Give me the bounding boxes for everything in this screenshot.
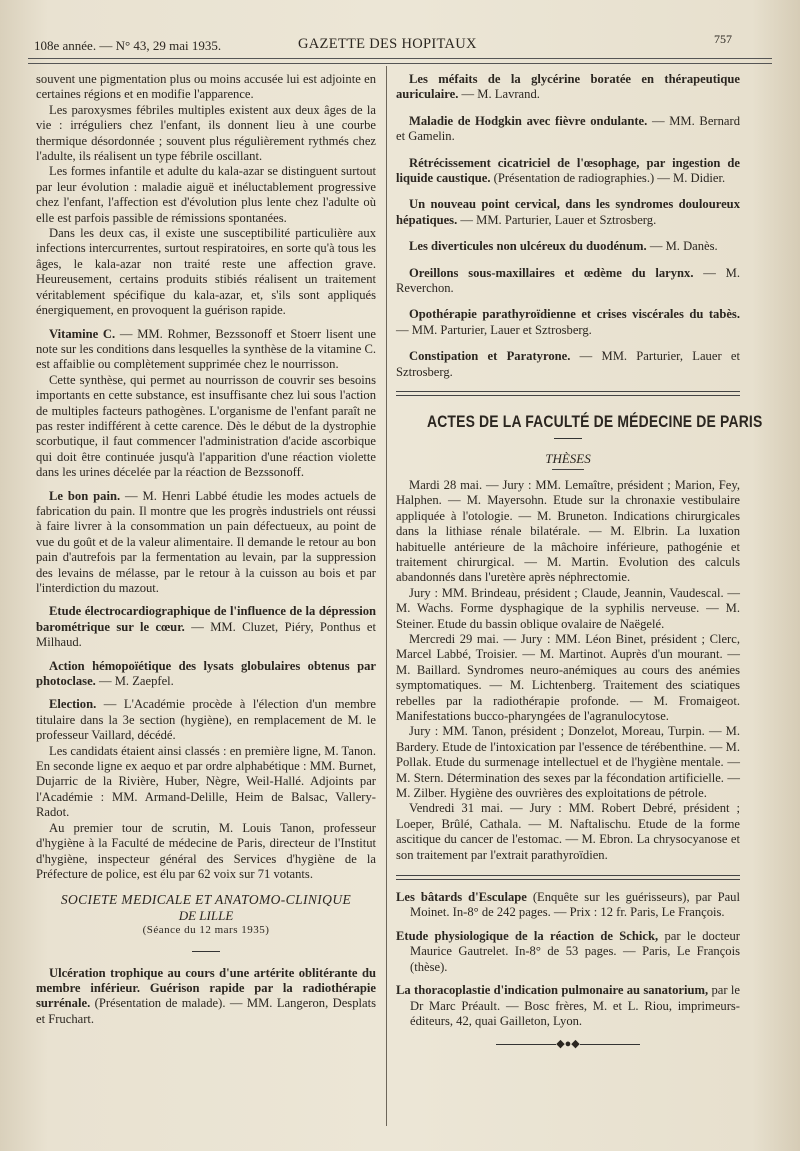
list-item <box>396 307 740 338</box>
entry-title: Un nouveau point cervical, dans les syndromes douloureux hépatiques. <box>396 197 740 227</box>
entry-title: Rétrécissement cicatriciel de l'œsophage, par ingestion de liquide caustique. <box>396 155 740 186</box>
divider <box>192 951 220 952</box>
list-item <box>396 197 740 228</box>
section-authors: M. Henri Labbé <box>142 488 227 503</box>
section-title: Le bon pain. <box>49 488 121 503</box>
list-item <box>396 239 740 254</box>
section-text: étudie les modes actuels de fabrication du pain. Il montre que les progrès industriels ont réussi à faire livrer à la consommation un pain défectueux, au point de vue du goût et de la valeur alimentaire. Il demande le retour au bon pain d'autrefois par la fermentation au levain, par la suppression des levains de mélasse, par le retour à la cuisson au bois et par l'interdiction du mazout. <box>36 488 377 595</box>
theses-mercredi: Mercredi 29 mai. — Jury : MM. Léon Binet, président ; Clerc, Marcel Labbé, Troisier. — M. Martinot. Auprès d'un mourant. — M. Baillard. Syndromes neuro-anémiques au cours des anémies symptomatiques. — M. Lichtenberg. Traitement des sciatiques rebelles par la radiothérapie profonde. — M. Fromaigeot. Manifestations bucco-pharyngées de l'agranulocytose. <box>396 631 740 723</box>
election-section: Election. — L'Académie procède à l'élection d'un membre titulaire dans la 3e section (hygiène), en remplacement de M. le professeur Vaillard, décédé. <box>36 697 376 743</box>
action-section: Action hémopoïétique des lysats globulaires obtenus par photoclase. — M. Zaepfel. <box>36 658 376 689</box>
theses-mardi-jury2: Jury : MM. Brindeau, président ; Claude, Jeannin, Vaudescal. — M. Wachs. Forme dysphagique de la syphilis nerveuse. — M. Steiner. Etude du bassin oblique ovalaire de Naëgelé. <box>396 585 740 631</box>
section-title: Vitamine C. <box>49 326 116 341</box>
section-title: Election. <box>49 697 97 712</box>
section-authors: MM. Cluzet, Piéry, Ponthus et Milhaud. <box>36 619 376 650</box>
section-title: Ulcération trophique au cours d'une artérite oblitérante du membre inférieur. Guérison rapide par la radiothérapie surrénale. <box>36 965 376 1011</box>
ulceration-section <box>36 966 376 1028</box>
entry-authors: — M. Danès. <box>649 239 718 254</box>
books-list <box>396 890 740 1029</box>
list-item <box>396 890 740 921</box>
entry-authors: — MM. Bernard et Gamelin. <box>396 113 740 144</box>
pain-section: Le bon pain. — M. Henri Labbé étudie les modes actuels de fabrication du pain. Il montre que les progrès industriels ont réussi à faire livrer à la consommation un pain défectueux, au point de vue du goût et de la valeur alimentaire. Il demande le retour au bon pain d'autrefois par la fermentation au levain, par la suppression des levains de mélasse, par le retour à la cuisson au bois et par l'interdiction du mazout. <box>36 488 377 595</box>
book-details: par le docteur Maurice Gautrelet. In-8° de 53 pages. — Paris, Le François (thèse). <box>410 928 740 974</box>
book-details: par le Dr Marc Préault. — Bosc frères, M. et L. Riou, imprimeurs-éditeurs, 42, quai Gailleton, Lyon. <box>410 983 740 1028</box>
book-title: Etude physiologique de la réaction de Schick, <box>396 928 659 943</box>
right-column <box>396 72 763 1053</box>
vitamine-section: Vitamine C. — MM. Rohmer, Bezssonoff et Stoerr lisent une note sur les conditions dans lesquelles la synthèse de la vitamine C. est affaiblie ou complètement supprimée chez le nourrisson. <box>36 326 377 372</box>
entry-title: Les méfaits de la glycérine boratée en thérapeutique auriculaire. <box>396 72 740 102</box>
entry-authors: — MM. Parturier, Lauer et Sztrosberg. <box>396 322 592 337</box>
paragraph: Cette synthèse, qui permet au nourrisson de couvrir ses besoins importants en cette substance, est insuffisante chez lui sous l'action de multiples facteurs pathogènes. L'organisme de l'enfant paraît ne pas rester indifférent à cette carence. Dès le début de la dystrophie scorbutique, il faut commencer l'administration d'acide ascorbique qui doit être continuée jusqu'à l'apparition d'une réaction violette dans les urines décelée par la réaction de Bezssonoff. <box>36 372 376 480</box>
entry-authors: — M. Lavrand. <box>461 87 540 102</box>
journal-title: GAZETTE DES HOPITAUX <box>298 36 477 52</box>
theses-mardi: Mardi 28 mai. — Jury : MM. Lemaître, président ; Marion, Fey, Halphen. — M. Mayersohn. Etude sur la chronaxie vestibulaire appliquée à l'otologie. — M. Bruneton. Indications chirurgicales dans la lithiase rénale bilatérale. — M. Elbrin. La luxation habituelle antérieure de la mâchoire inférieure, pathogénie et traitement chirurgical. — M. Martin. Evolution des calculs abandonnés dans l'uretère après néphrectomie. <box>396 477 740 585</box>
list-item <box>396 114 740 145</box>
end-ornament: ◆●◆ <box>396 1037 740 1052</box>
entry-title: Maladie de Hodgkin avec fièvre ondulante. <box>409 113 648 128</box>
list-item <box>396 266 740 297</box>
book-details: (Enquête sur les guérisseurs), par Paul Moinet. In-8° de 242 pages. — Prix : 12 fr. Paris, Le François. <box>410 890 740 920</box>
section-text: L'Académie procède à l'élection d'un membre titulaire dans la 3e section (hygiène), en remplacement de M. le professeur Vaillard, décédé. <box>36 697 376 743</box>
entry-title: Les diverticules non ulcéreux du duodénum. <box>409 239 647 254</box>
theses-title: THÈSES <box>545 450 591 466</box>
left-column <box>36 72 376 1027</box>
faculte-title: ACTES DE LA FACULTÉ DE MÉDECINE DE PARIS <box>426 412 763 432</box>
section-authors: M. Zaepfel. <box>114 674 174 689</box>
section-rule <box>396 875 740 880</box>
entry-authors: — MM. Parturier, Lauer et Sztrosberg. <box>396 349 740 379</box>
section-text: lisent une note sur les conditions dans lesquelles la synthèse de la vitamine C. est affaiblie ou complètement supprimée chez le nourrisson. <box>36 326 377 372</box>
paragraph: Les candidats étaient ainsi classés : en première ligne, M. Tanon. En seconde ligne ex aequo et par ordre alphabétique : MM. Burnet, Dujarric de la Rivière, Huber, Nègre, Weil-Hallé. Adjoints par l'Académie : MM. Armand-Delille, Heim de Balsac, Vallery-Radot. <box>36 743 376 820</box>
section-authors: MM. Rohmer, Bezssonoff et Stoerr <box>137 326 322 341</box>
section-title: Etude électrocardiographique de l'influence de la dépression barométrique sur le cœur. <box>36 604 376 634</box>
book-title: La thoracoplastie d'indication pulmonaire au sanatorium, <box>396 983 709 998</box>
entry-authors: (Présentation de radiographies.) — M. Didier. <box>493 171 726 186</box>
entry-authors: — M. Reverchon. <box>396 265 740 296</box>
list-item <box>396 349 740 380</box>
entry-title: Constipation et Paratyrone. <box>409 349 571 364</box>
section-rule <box>396 391 740 396</box>
list-item <box>396 156 740 187</box>
paragraph: Les paroxysmes fébriles multiples existent aux deux âges de la vie : irréguliers chez l'enfant, ils donnent lieu à une courbe thermique désordonnée ; souvent plus régulièrement rythmés chez l'adulte, ils réalisent un type fébrile oscillant. <box>36 102 376 164</box>
divider <box>552 469 584 470</box>
theses-vendredi: Vendredi 31 mai. — Jury : MM. Robert Debré, président ; Loeper, Brûlé, Cathala. — M. Naftalischu. Etude de la forme ascitique du cancer de l'estomac. — M. Ebron. La chrysocyanose et son traitement par l'extrait parathyroïdien. <box>396 801 740 862</box>
communications-list <box>396 72 740 380</box>
entry-authors: — MM. Parturier, Lauer et Sztrosberg. <box>460 212 657 227</box>
paragraph: souvent une pigmentation plus ou moins accusée lui est adjointe en certaines régions et en modifie l'apparence. <box>36 72 376 102</box>
list-item <box>396 72 740 103</box>
book-title: Les bâtards d'Esculape <box>396 890 527 905</box>
entry-title: Oreillons sous-maxillaires et œdème du larynx. <box>409 265 694 280</box>
paragraph: Les formes infantile et adulte du kala-azar se distinguent surtout par leur évolution : maladie aiguë et inéluctablement progressive chez l'enfant, l'affection est d'évolution plus lente chez l'adulte où elle est parfois passible de rémissions spontanées. <box>36 164 376 225</box>
column-divider <box>386 66 387 1126</box>
entry-title: Opothérapie parathyroïdienne et crises viscérales du tabès. <box>409 307 740 322</box>
page-number: 757 <box>714 32 732 46</box>
societe-title: SOCIETE MEDICALE ET ANATOMO-CLINIQUE <box>60 892 352 908</box>
section-title: Action hémopoïétique des lysats globulaires obtenus par photoclase. <box>36 658 376 689</box>
societe-meta: (Séance du 12 mars 1935) <box>142 924 270 937</box>
paragraph: Au premier tour de scrutin, M. Louis Tanon, professeur d'hygiène à la Faculté de médecine de Paris, directeur de l'Institut d'hygiène, inspecteur général des Services d'hygiène de la Préfecture de police, est élu par 62 voix sur 71 votants. <box>36 820 376 881</box>
paragraph: Dans les deux cas, il existe une susceptibilité particulière aux infections intercurrentes, surtout respiratoires, en sorte qu'à tous les âges, le kala-azar non traité reste une affection grave. Heureusement, certains produits stibiés réalisent un traitement véritablement spécifique du kala-azar, et, s'ils sont appliqués énergiquement, en provoquent la guérison rapide. <box>36 226 376 318</box>
societe-city: DE LILLE <box>178 907 234 923</box>
header-rule <box>28 58 772 64</box>
section-text: (Présentation de malade). — MM. Langeron, Desplats et Fruchart. <box>36 996 376 1026</box>
theses-mercredi-jury2: Jury : MM. Tanon, président ; Donzelot, Moreau, Turpin. — M. Bardery. Etude de l'intoxication par l'essence de térébenthine. — M. Pollak. Etude du surmenage intellectuel et de l'hygiène mentale. — M. Stern. Détermination des sexes par la fécondation artificielle. — M. Zilber. Hygiène des ouvrières des exploitations de pétrole. <box>396 724 740 801</box>
etude-section: Etude électrocardiographique de l'influence de la dépression barométrique sur le cœur. — MM. Cluzet, Piéry, Ponthus et Milhaud. <box>36 604 376 650</box>
list-item <box>396 929 740 975</box>
divider <box>554 438 582 439</box>
issue-line: 108e année. — N° 43, 29 mai 1935. <box>34 38 222 53</box>
list-item <box>396 983 740 1029</box>
